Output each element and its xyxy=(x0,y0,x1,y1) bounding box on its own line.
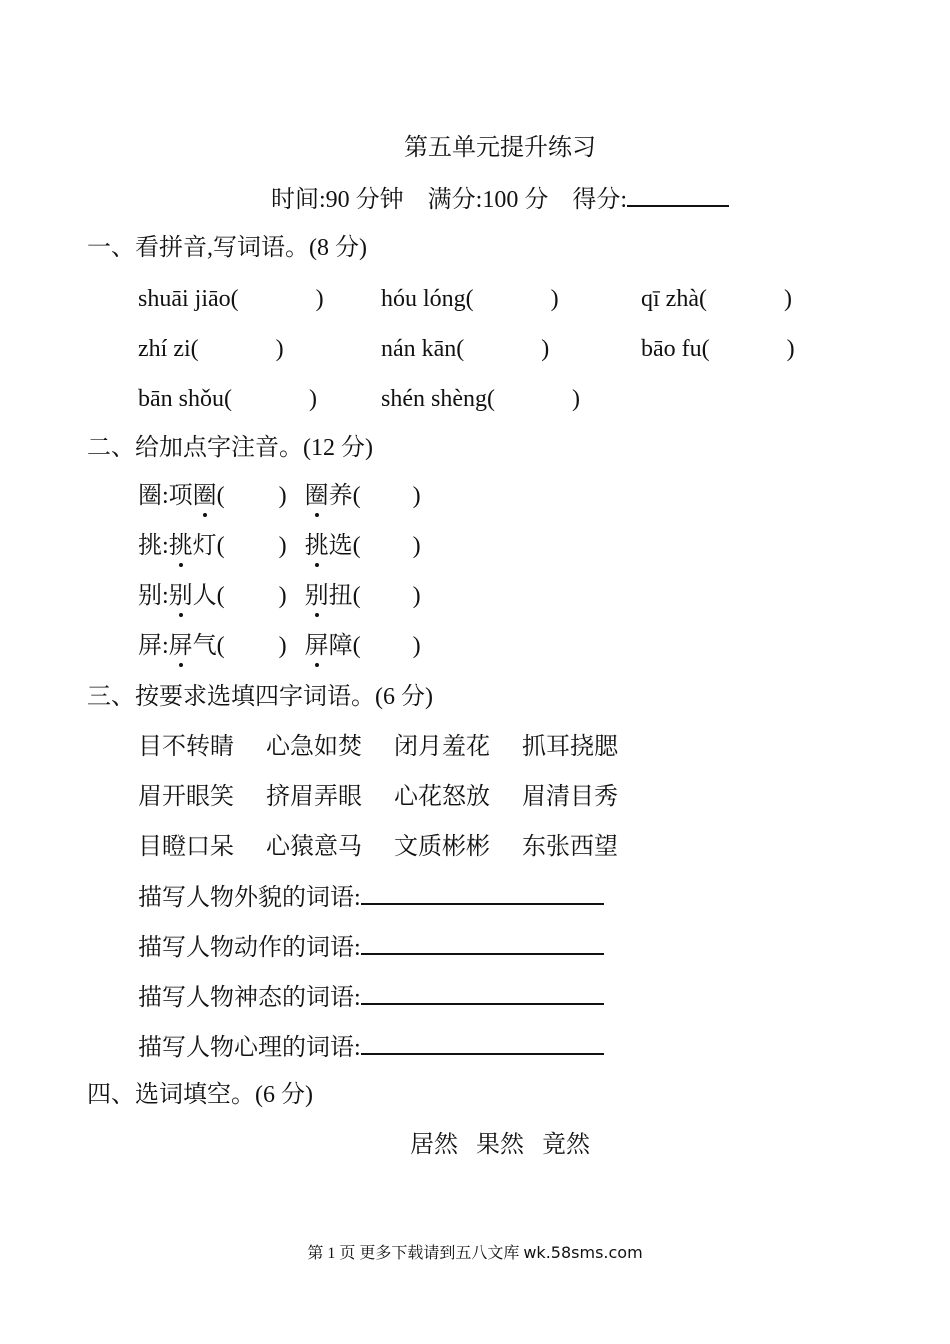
section-4-heading: 四、选词填空。(6 分) xyxy=(87,1082,313,1108)
section-1-heading: 一、看拼音,写词语。(8 分) xyxy=(87,235,367,261)
score-blank[interactable] xyxy=(627,183,729,207)
fill-prompt[interactable]: 描写人物动作的词语: xyxy=(138,931,604,963)
footer-site[interactable]: wk.58sms.com xyxy=(523,1243,643,1262)
fill-prompt[interactable]: 描写人物心理的词语: xyxy=(138,1031,604,1063)
pinyin-item[interactable]: bāo fu( ) xyxy=(641,336,795,362)
time-limit: 时间:90 分钟 xyxy=(270,187,404,213)
pinyin-item[interactable]: shén shèng( ) xyxy=(381,386,580,412)
annotation-row[interactable]: 挑:挑灯( ) 挑选( ) xyxy=(138,533,421,559)
annotation-row[interactable]: 屏:屏气( ) 屏障( ) xyxy=(138,633,421,659)
word-bank-row: 目不转睛 心急如焚 闭月羞花 抓耳挠腮 xyxy=(138,734,618,760)
section-3-heading: 三、按要求选填四字词语。(6 分) xyxy=(87,684,433,710)
page-title: 第五单元提升练习 xyxy=(404,135,596,161)
word-bank-row: 眉开眼笑 挤眉弄眼 心花怒放 眉清目秀 xyxy=(138,784,618,810)
pinyin-item[interactable]: qī zhà( ) xyxy=(641,286,792,312)
pinyin-item[interactable]: nán kān( ) xyxy=(381,336,550,362)
page-footer: 第 1 页 更多下载请到五八文库 wk.58sms.com xyxy=(307,1243,643,1262)
exam-meta xyxy=(0,183,950,215)
word-choices: 居然 果然 竟然 xyxy=(410,1132,590,1158)
annotation-row[interactable]: 圈:项圈( ) 圈养( ) xyxy=(138,483,421,509)
pinyin-item[interactable]: shuāi jiāo( ) xyxy=(138,286,324,312)
pinyin-item[interactable]: bān shǒu( ) xyxy=(138,386,317,412)
fill-prompt[interactable]: 描写人物神态的词语: xyxy=(138,981,604,1013)
score-label: 得分: xyxy=(572,187,627,213)
full-score: 满分:100 分 xyxy=(427,187,549,213)
section-2-heading: 二、给加点字注音。(12 分) xyxy=(87,435,373,461)
word-bank-row: 目瞪口呆 心猿意马 文质彬彬 东张西望 xyxy=(138,834,618,860)
annotation-row[interactable]: 别:别人( ) 别扭( ) xyxy=(138,583,421,609)
pinyin-item[interactable]: zhí zi( ) xyxy=(138,336,284,362)
fill-prompt[interactable]: 描写人物外貌的词语: xyxy=(138,881,604,913)
pinyin-item[interactable]: hóu lóng( ) xyxy=(381,286,559,312)
